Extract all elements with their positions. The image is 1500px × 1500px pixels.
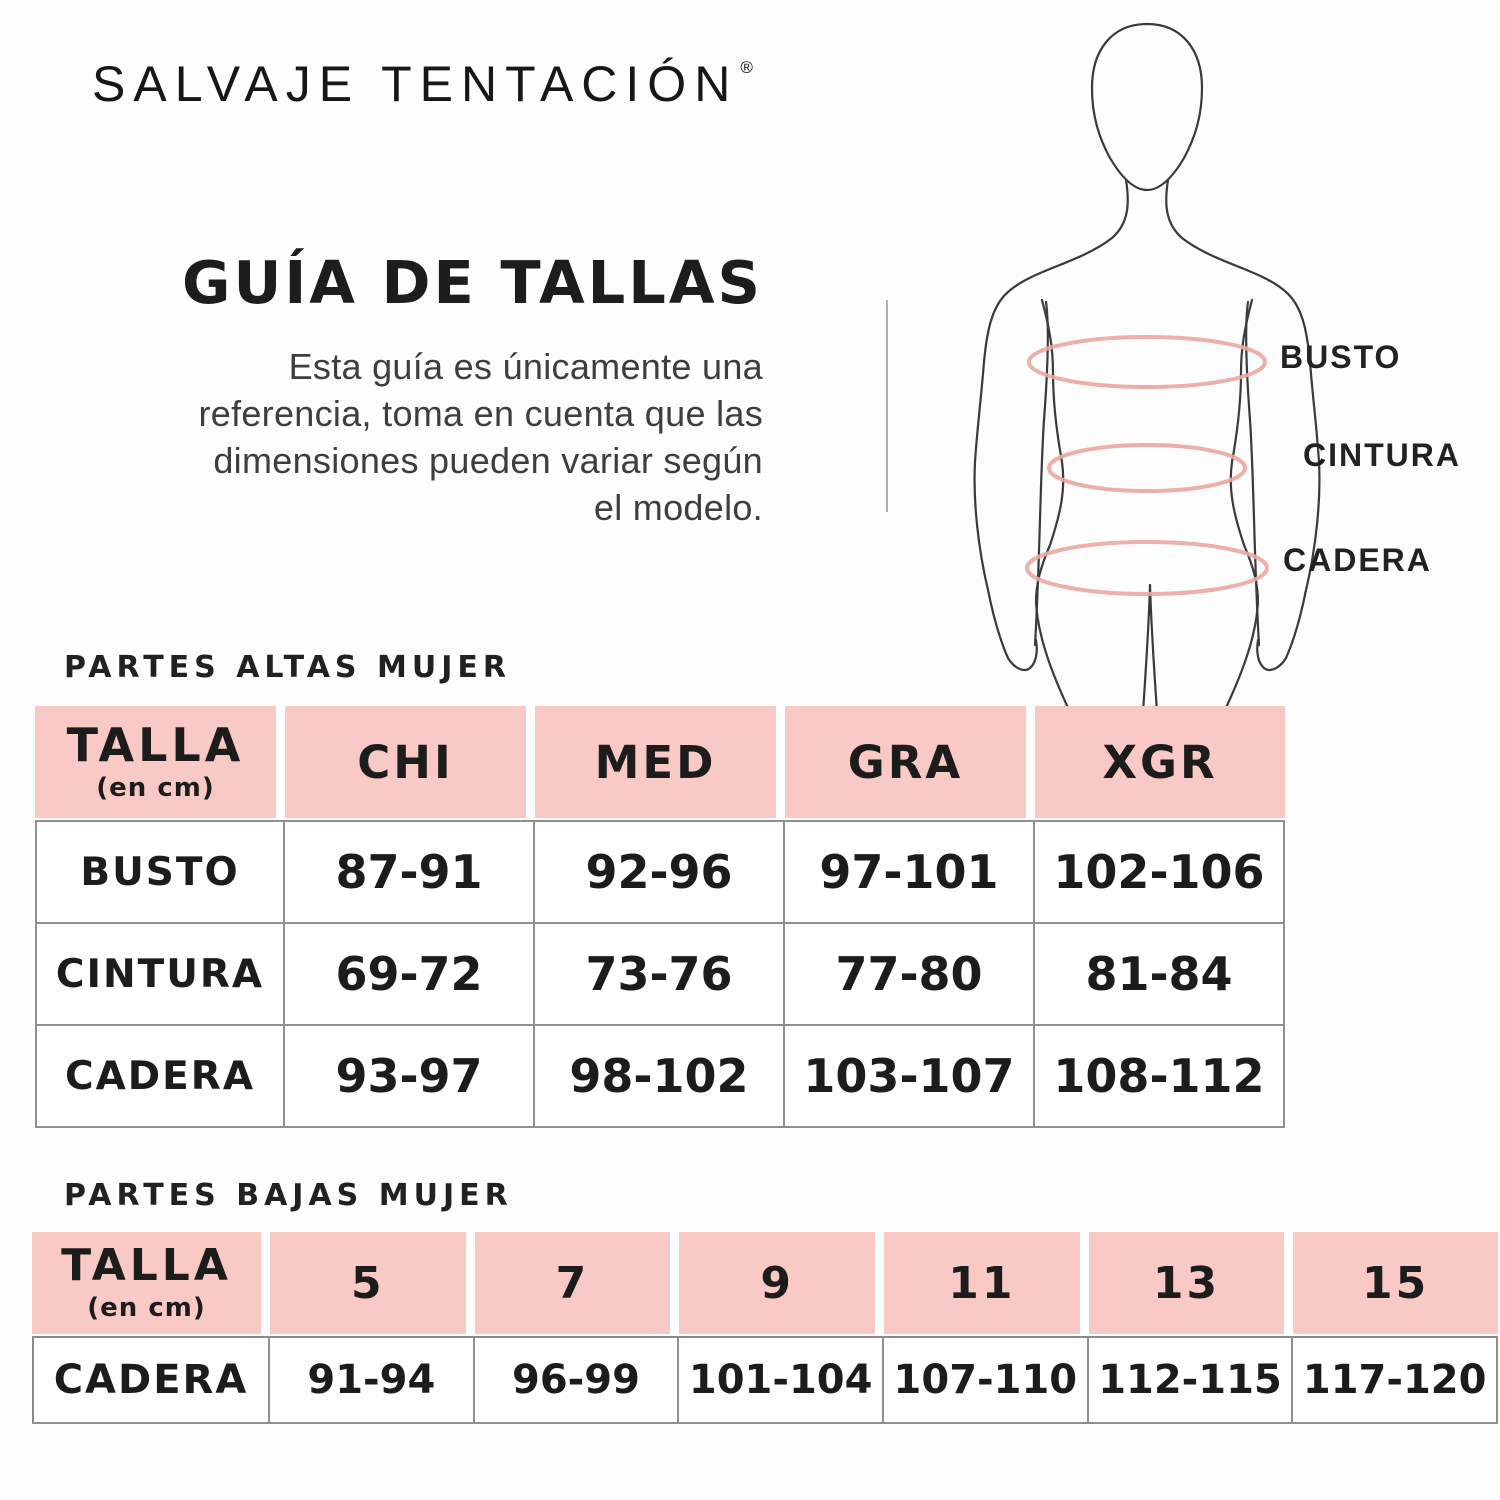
header-cell-size-9: 9 [679,1232,875,1334]
tops-section-title: PARTES ALTAS MUJER [64,650,511,685]
talla-label: TALLA [61,1239,232,1291]
table-cell: 117-120 [1293,1336,1498,1424]
talla-unit-label: (en cm) [96,773,215,804]
description-line: el modelo. [593,487,763,528]
description [88,343,763,531]
intro-block [88,248,763,531]
bottoms-table-body [32,1336,1498,1424]
tops-size-table [35,706,1285,1128]
talla-unit-label: (en cm) [87,1293,206,1324]
silhouette-outline [975,24,1320,712]
talla-label: TALLA [66,717,245,772]
table-cell: 101-104 [679,1336,884,1424]
row-label: BUSTO [35,820,285,924]
table-cell: 98-102 [535,1026,785,1128]
table-cell: 107-110 [884,1336,1089,1424]
header-cell-size-7: 7 [475,1232,671,1334]
header-cell-size-11: 11 [884,1232,1080,1334]
table-cell: 97-101 [785,820,1035,924]
table-cell: 69-72 [285,924,535,1026]
bottoms-size-table [32,1232,1498,1424]
description-line: referencia, toma en cuenta que las [198,393,763,434]
row-label: CINTURA [35,924,285,1026]
table-cell: 81-84 [1035,924,1285,1026]
header-cell-size-chi: CHI [285,706,526,818]
table-cell: 91-94 [270,1336,475,1424]
vertical-divider [886,300,888,512]
waist-label: CINTURA [1303,437,1461,473]
table-cell: 112-115 [1089,1336,1294,1424]
bust-measure-line [1029,337,1265,387]
table-cell: 103-107 [785,1026,1035,1128]
table-cell: 73-76 [535,924,785,1026]
table-cell: 102-106 [1035,820,1285,924]
description-line: Esta guía es únicamente una [288,346,763,387]
header-cell-size-xgr: XGR [1035,706,1285,818]
description-line: dimensiones pueden variar según [213,440,763,481]
table-cell: 108-112 [1035,1026,1285,1128]
header-cell-size-gra: GRA [785,706,1026,818]
bottoms-table-header [32,1232,1498,1334]
brand-name: SALVAJE TENTACIÓN [92,56,739,112]
row-label: CADERA [32,1336,270,1424]
tops-table-header [35,706,1285,818]
hip-label: CADERA [1283,542,1432,578]
table-cell: 92-96 [535,820,785,924]
table-cell: 93-97 [285,1026,535,1128]
bottoms-section-title: PARTES BAJAS MUJER [64,1178,513,1213]
header-cell-talla [32,1232,261,1334]
table-cell: 96-99 [475,1336,680,1424]
registered-mark: ® [740,58,753,77]
hip-measure-line [1027,542,1267,594]
header-cell-size-13: 13 [1089,1232,1285,1334]
table-cell: 87-91 [285,820,535,924]
bust-label: BUSTO [1280,339,1402,375]
page-title: GUÍA DE TALLAS [182,248,763,317]
tops-table-body [35,820,1285,1128]
brand-logo [92,55,753,113]
header-cell-talla [35,706,276,818]
row-label: CADERA [35,1026,285,1128]
header-cell-size-15: 15 [1293,1232,1498,1334]
header-cell-size-med: MED [535,706,776,818]
header-cell-size-5: 5 [270,1232,466,1334]
table-cell: 77-80 [785,924,1035,1026]
waist-measure-line [1049,445,1245,491]
